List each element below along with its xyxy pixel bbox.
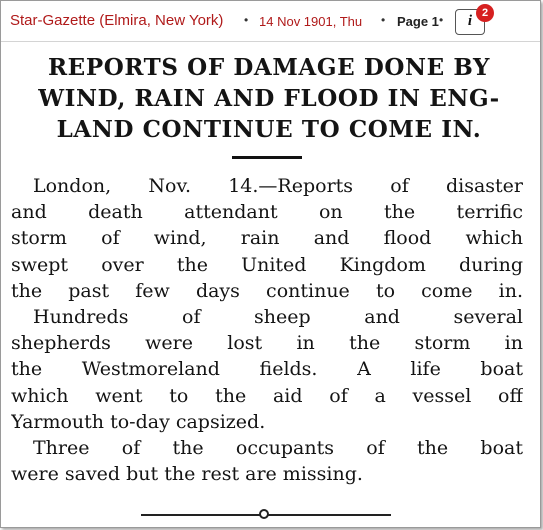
article-headline (11, 52, 527, 145)
body-line: Three of the occupants of the boat (33, 437, 523, 460)
separator-dot: • (439, 13, 444, 27)
info-icon: i (467, 13, 473, 29)
body-line: the Westmoreland fields. A life boat (11, 358, 523, 381)
headline-divider (232, 156, 302, 159)
notification-badge: 2 (476, 4, 494, 22)
article-body (11, 173, 523, 487)
separator-dot: • (381, 13, 386, 27)
body-line: and death attendant on the terrific (11, 201, 523, 224)
clipping-header (1, 1, 540, 42)
body-line: shepherds were lost in the storm in (11, 332, 523, 355)
body-line: the past few days continue to come in. (11, 279, 523, 302)
newspaper-clipping (1, 42, 540, 527)
headline-line: REPORTS OF DAMAGE DONE BY (47, 54, 491, 81)
body-line: London, Nov. 14.—Reports of disaster (33, 175, 523, 197)
page-label[interactable]: Page 1 (397, 14, 439, 29)
body-line: Hundreds of sheep and several (33, 306, 523, 329)
body-line: which went to the aid of a vessel off (11, 384, 523, 407)
publication-date[interactable]: 14 Nov 1901, Thu (259, 14, 363, 29)
body-line: were saved but the rest are missing. (11, 463, 363, 486)
body-line: storm of wind, rain and flood which (11, 227, 523, 250)
end-divider-ornament (259, 509, 269, 519)
body-line: Yarmouth to-day capsized. (11, 410, 266, 433)
publication-link[interactable]: Star-Gazette (Elmira, New York) (10, 12, 224, 29)
separator-dot: • (244, 13, 249, 27)
headline-line: LAND CONTINUE TO COME IN. (56, 116, 482, 143)
headline-line: WIND, RAIN AND FLOOD IN ENG- (38, 85, 500, 112)
body-line: swept over the United Kingdom during (11, 253, 523, 276)
